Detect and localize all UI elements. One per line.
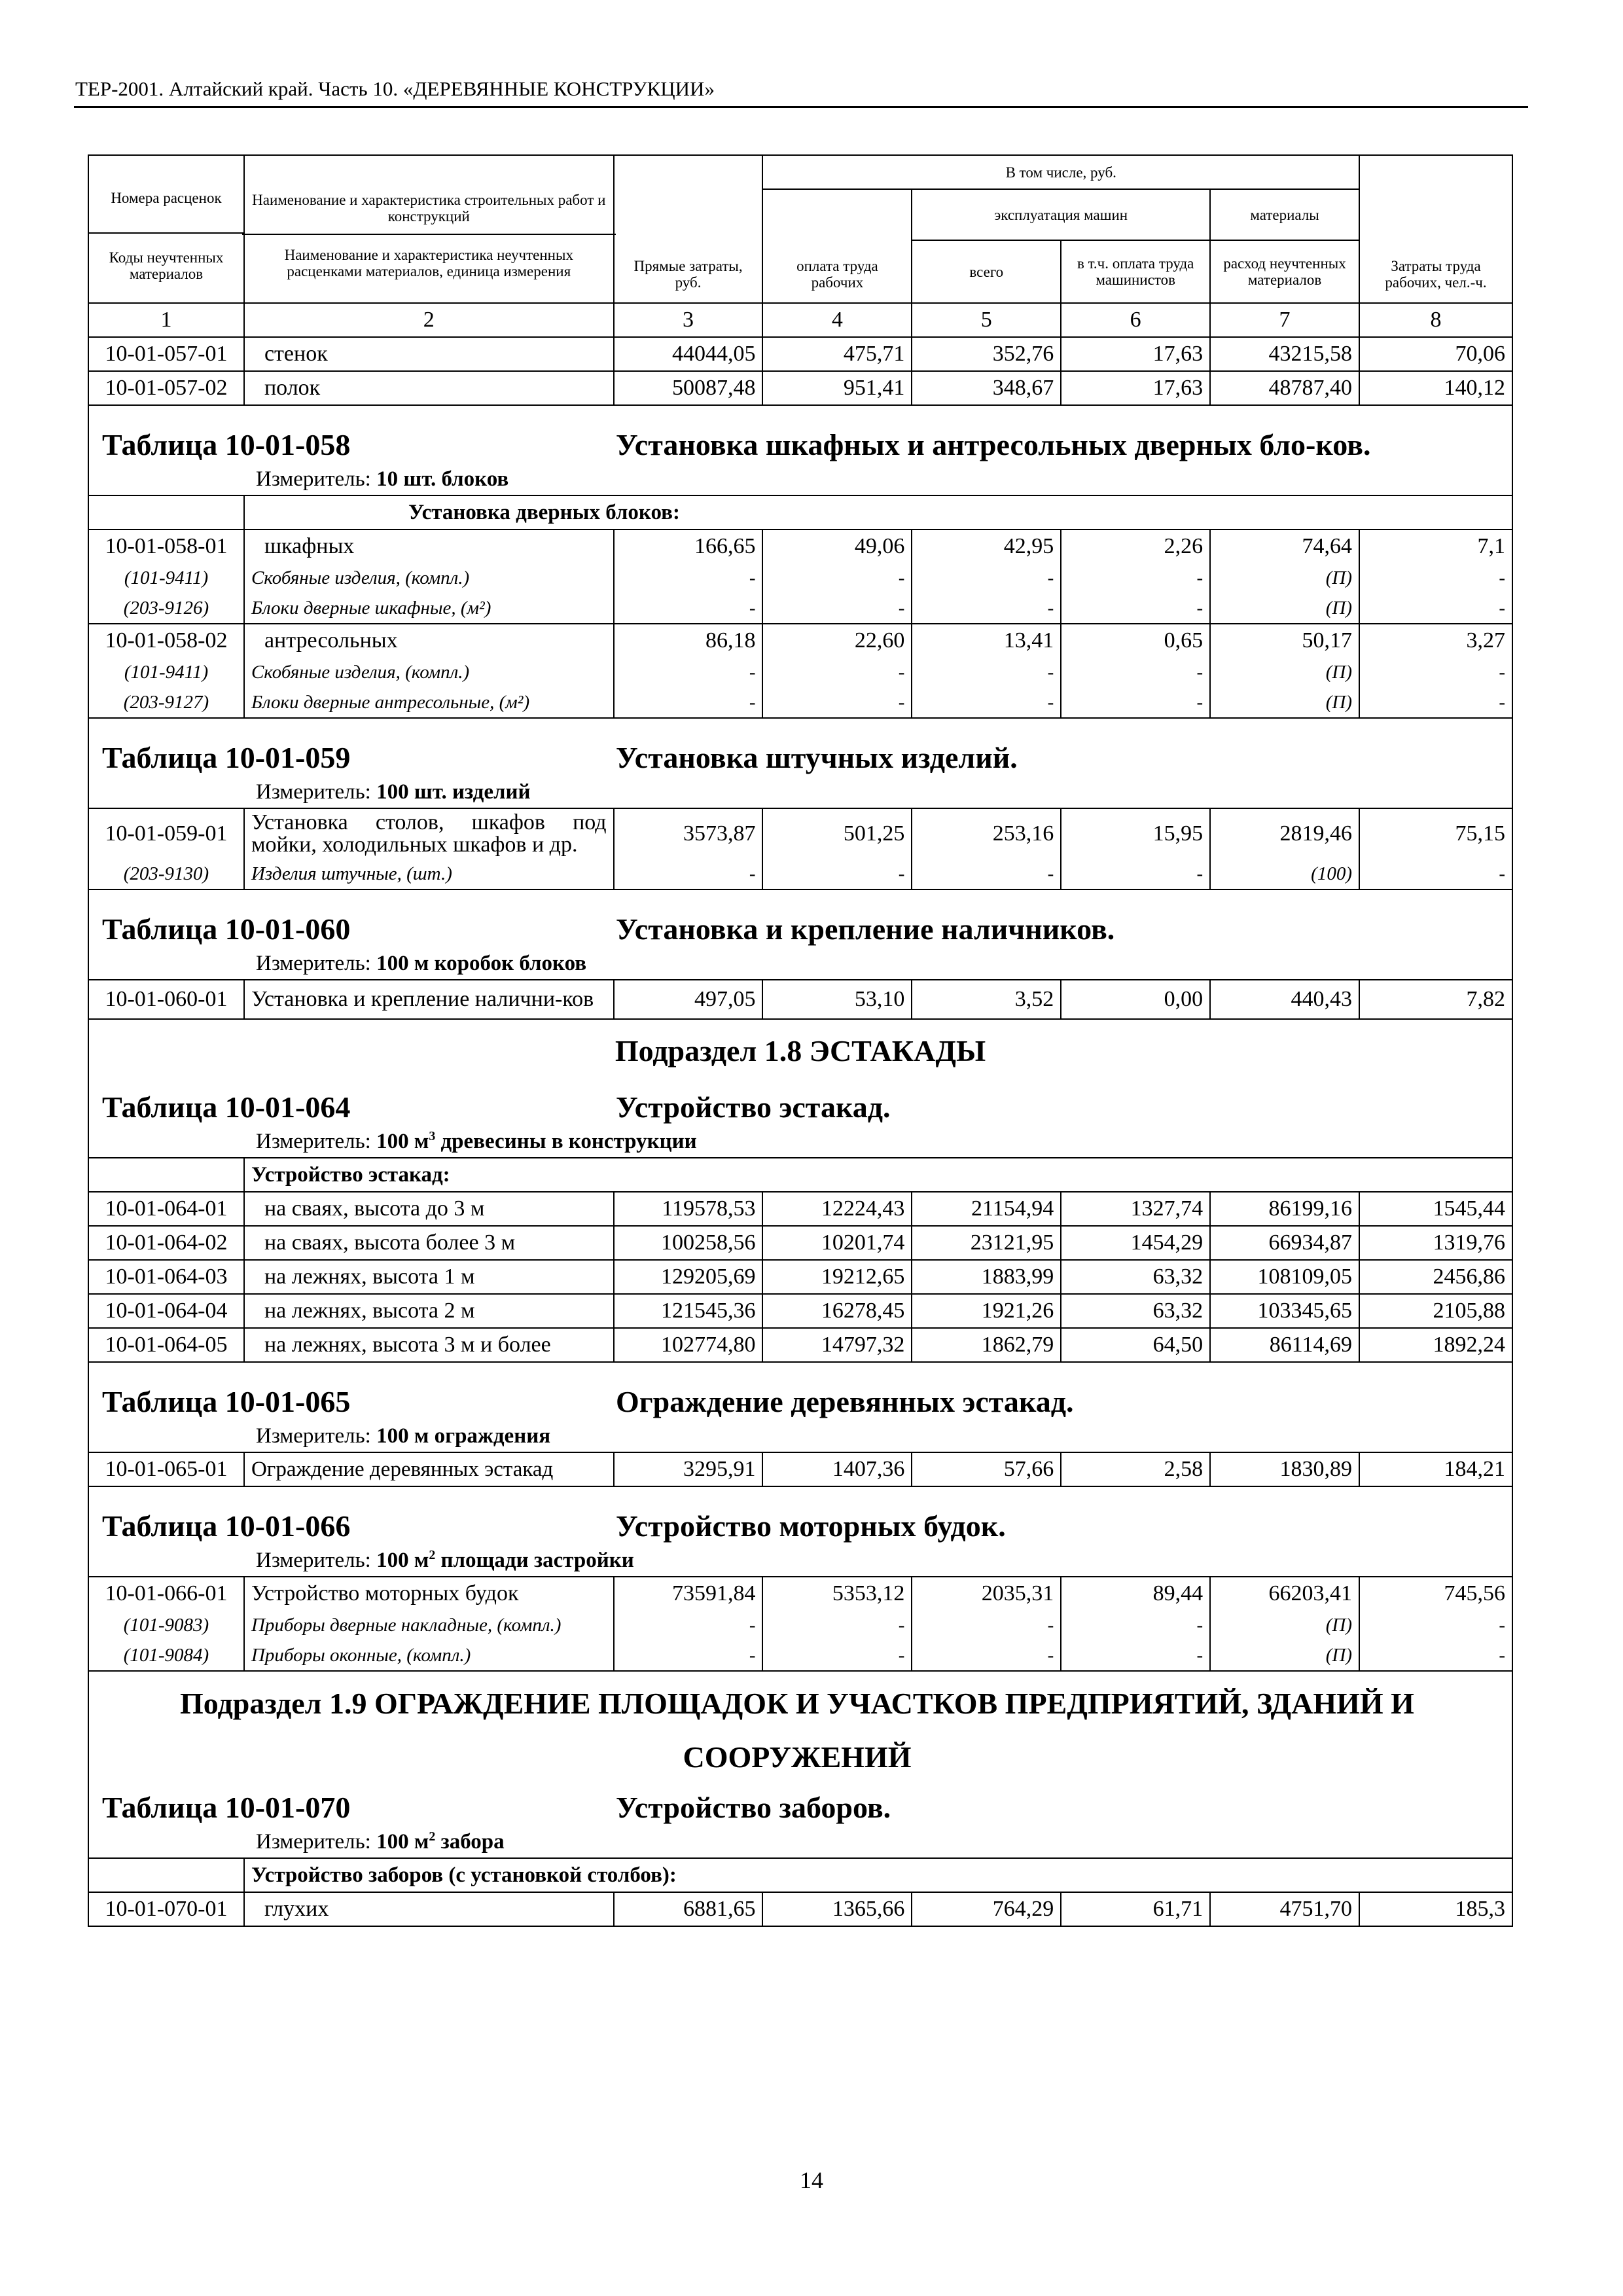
table-row	[88, 1892, 1512, 1926]
table-cell: 63,32	[1061, 1260, 1210, 1294]
table-row	[88, 529, 1512, 563]
table-cell: 1545,44	[1359, 1192, 1512, 1226]
table-cell	[88, 1158, 244, 1192]
table-row	[88, 1260, 1512, 1294]
table-desc: Устройство эстакад.	[616, 1090, 891, 1124]
th-mconsump: расход неучтенных материалов	[1210, 240, 1359, 303]
table-cell: -	[1061, 1610, 1210, 1640]
material-row	[88, 563, 1512, 593]
table-cell: -	[1359, 859, 1512, 889]
group-label: Устройство эстакад:	[244, 1158, 1512, 1192]
th-materials: материалы	[1210, 189, 1359, 240]
table-cell: -	[1061, 593, 1210, 624]
table-cell: 497,05	[614, 980, 763, 1019]
th-direct: Прямые затраты, руб.	[614, 155, 763, 303]
table-cell: на сваях, высота до 3 м	[244, 1192, 614, 1226]
table-cell: на сваях, высота более 3 м	[244, 1226, 614, 1260]
table-cell: -	[762, 593, 912, 624]
table-cell: -	[1061, 1640, 1210, 1671]
material-row	[88, 1610, 1512, 1640]
table-cell: 10-01-059-01	[88, 808, 244, 859]
th-mlabor: в т.ч. оплата труда машинистов	[1061, 240, 1210, 303]
table-cell: 140,12	[1359, 371, 1512, 405]
table-cell: 10-01-064-04	[88, 1294, 244, 1328]
table-cell: -	[762, 1610, 912, 1640]
table-cell: 49,06	[762, 529, 912, 563]
table-cell: Скобяные изделия, (компл.)	[244, 563, 614, 593]
table-cell: 2,58	[1061, 1452, 1210, 1486]
col-num: 3	[614, 303, 763, 337]
table-cell: -	[912, 593, 1061, 624]
header-rule	[74, 106, 1528, 108]
table-cell: 1862,79	[912, 1328, 1061, 1362]
table-cell: -	[1359, 657, 1512, 687]
table-desc: Устройство заборов.	[616, 1791, 891, 1824]
measure: Измеритель: 100 м ограждения	[256, 1424, 551, 1448]
table-row	[88, 808, 1512, 859]
measure: Измеритель: 100 $м^3$ древесины в конструкции	[256, 1129, 697, 1153]
table-cell: Блоки дверные шкафные, (м²)	[244, 593, 614, 624]
table-cell: 184,21	[1359, 1452, 1512, 1486]
table-cell: 745,56	[1359, 1577, 1512, 1610]
table-cell: 86199,16	[1210, 1192, 1359, 1226]
section-065	[88, 1362, 1512, 1452]
table-row	[88, 624, 1512, 657]
table-cell: шкафных	[244, 529, 614, 563]
table-row	[88, 1452, 1512, 1486]
table-cell: 10-01-060-01	[88, 980, 244, 1019]
table-cell: 15,95	[1061, 808, 1210, 859]
table-cell: 1365,66	[762, 1892, 912, 1926]
table-desc: Ограждение деревянных эстакад.	[616, 1385, 1074, 1418]
table-cell: Приборы оконные, (компл.)	[244, 1640, 614, 1671]
table-cell: 185,3	[1359, 1892, 1512, 1926]
table-cell: -	[912, 657, 1061, 687]
col-num: 4	[762, 303, 912, 337]
measure: Измеритель: 100 $м^2$ забора	[256, 1829, 505, 1854]
table-cell: 166,65	[614, 529, 763, 563]
table-title: Таблица 10-01-058	[102, 428, 351, 461]
table-cell: Устройство моторных будок	[244, 1577, 614, 1610]
table-cell: (П)	[1210, 1610, 1359, 1640]
subsection-title: Подраздел 1.9 ОГРАЖДЕНИЕ ПЛОЩАДОК И УЧАСТКОВ ПРЕДПРИЯТИЙ, ЗДАНИЙ И СООРУЖЕНИЙ	[180, 1687, 1414, 1774]
material-row	[88, 859, 1512, 889]
table-cell: 73591,84	[614, 1577, 763, 1610]
table-cell: -	[912, 859, 1061, 889]
measure: Измеритель: 100 шт. изделий	[256, 780, 531, 804]
table-cell: полок	[244, 371, 614, 405]
table-cell: (203-9130)	[88, 859, 244, 889]
col-num: 1	[88, 303, 244, 337]
table-cell: антресольных	[244, 624, 614, 657]
table-cell: 475,71	[762, 337, 912, 371]
table-cell: 3,52	[912, 980, 1061, 1019]
measure: Измеритель: 100 м коробок блоков	[256, 952, 587, 975]
table-cell: -	[762, 1640, 912, 1671]
section-070	[88, 1671, 1512, 1858]
table-cell: на лежнях, высота 3 м и более	[244, 1328, 614, 1362]
table-cell: -	[762, 563, 912, 593]
section-066	[88, 1486, 1512, 1577]
table-cell: на лежнях, высота 2 м	[244, 1294, 614, 1328]
table-cell	[88, 495, 244, 529]
table-title: Таблица 10-01-066	[102, 1509, 351, 1543]
table-desc: Установка и крепление наличников.	[616, 912, 1115, 946]
table-cell: 14797,32	[762, 1328, 912, 1362]
table-cell: 44044,05	[614, 337, 763, 371]
table-cell: 66934,87	[1210, 1226, 1359, 1260]
table-cell	[244, 155, 614, 303]
table-cell: Скобяные изделия, (компл.)	[244, 657, 614, 687]
table-cell: -	[614, 657, 763, 687]
table-cell: 108109,05	[1210, 1260, 1359, 1294]
table-cell: 440,43	[1210, 980, 1359, 1019]
table-cell: (203-9127)	[88, 687, 244, 718]
table-cell: -	[762, 657, 912, 687]
table-cell: 10-01-065-01	[88, 1452, 244, 1486]
table-cell: глухих	[244, 1892, 614, 1926]
table-cell: (101-9411)	[88, 657, 244, 687]
table-cell: 100258,56	[614, 1226, 763, 1260]
table-cell: 5353,12	[762, 1577, 912, 1610]
table-cell: 10-01-058-02	[88, 624, 244, 657]
table-cell: 121545,36	[614, 1294, 763, 1328]
table-cell: (П)	[1210, 593, 1359, 624]
col-num: 7	[1210, 303, 1359, 337]
table-row	[88, 1294, 1512, 1328]
table-cell: -	[912, 1640, 1061, 1671]
table-cell: 43215,58	[1210, 337, 1359, 371]
section-058	[88, 405, 1512, 495]
table-title: Таблица 10-01-070	[102, 1791, 351, 1824]
table-cell: 0,00	[1061, 980, 1210, 1019]
table-desc: Установка штучных изделий.	[616, 741, 1018, 774]
table-cell: 50087,48	[614, 371, 763, 405]
th-incl: В том числе, руб.	[762, 155, 1359, 189]
table-cell: 10-01-064-02	[88, 1226, 244, 1260]
table-cell: (100)	[1210, 859, 1359, 889]
table-cell: 4751,70	[1210, 1892, 1359, 1926]
table-cell: 57,66	[912, 1452, 1061, 1486]
table-cell: 1319,76	[1359, 1226, 1512, 1260]
table-cell: -	[614, 687, 763, 718]
th-labor: оплата труда рабочих	[762, 189, 912, 303]
table-cell: 1407,36	[762, 1452, 912, 1486]
table-cell: -	[912, 687, 1061, 718]
table-cell: 6881,65	[614, 1892, 763, 1926]
table-cell: 53,10	[762, 980, 912, 1019]
table-cell: 16278,45	[762, 1294, 912, 1328]
table-cell: (203-9126)	[88, 593, 244, 624]
table-cell: 70,06	[1359, 337, 1512, 371]
table-cell: -	[912, 563, 1061, 593]
table-cell: 253,16	[912, 808, 1061, 859]
table-cell: 17,63	[1061, 371, 1210, 405]
table-cell: 23121,95	[912, 1226, 1061, 1260]
table-cell: 352,76	[912, 337, 1061, 371]
group-label: Установка дверных блоков:	[244, 495, 1512, 529]
table-cell: 764,29	[912, 1892, 1061, 1926]
table-cell: 89,44	[1061, 1577, 1210, 1610]
col-num: 8	[1359, 303, 1512, 337]
table-row	[88, 1577, 1512, 1610]
col-num: 6	[1061, 303, 1210, 337]
table-cell: -	[1061, 657, 1210, 687]
col-num: 5	[912, 303, 1061, 337]
table-cell: -	[1359, 1610, 1512, 1640]
table-title: Таблица 10-01-065	[102, 1385, 351, 1418]
table-cell: 1892,24	[1359, 1328, 1512, 1362]
table-cell: 2,26	[1061, 529, 1210, 563]
table-cell: -	[1359, 687, 1512, 718]
table-cell: -	[1359, 593, 1512, 624]
table-cell: 129205,69	[614, 1260, 763, 1294]
table-cell: 119578,53	[614, 1192, 763, 1226]
table-cell: 7,1	[1359, 529, 1512, 563]
table-row	[88, 337, 1512, 371]
table-cell: Приборы дверные накладные, (компл.)	[244, 1610, 614, 1640]
table-cell: 3,27	[1359, 624, 1512, 657]
table-cell: 75,15	[1359, 808, 1512, 859]
table-cell: 63,32	[1061, 1294, 1210, 1328]
table-cell: (101-9411)	[88, 563, 244, 593]
th-codes: Номера расценок	[111, 189, 222, 206]
table-cell: -	[1061, 859, 1210, 889]
section-064	[88, 1019, 1512, 1158]
table-title: Таблица 10-01-059	[102, 741, 351, 774]
table-cell: 7,82	[1359, 980, 1512, 1019]
table-cell: 348,67	[912, 371, 1061, 405]
table-cell: Блоки дверные антресольные, (м²)	[244, 687, 614, 718]
table-cell: -	[614, 563, 763, 593]
table-row	[88, 1328, 1512, 1362]
table-cell: 61,71	[1061, 1892, 1210, 1926]
table-cell: 10-01-057-01	[88, 337, 244, 371]
table-cell: 12224,43	[762, 1192, 912, 1226]
table-cell: 42,95	[912, 529, 1061, 563]
table-cell: 1454,29	[1061, 1226, 1210, 1260]
section-060	[88, 889, 1512, 980]
th-name: Наименование и характеристика строительных работ и конструкций	[252, 192, 606, 224]
table-cell: -	[1359, 1640, 1512, 1671]
table-cell: 13,41	[912, 624, 1061, 657]
table-cell: Изделия штучные, (шт.)	[244, 859, 614, 889]
table-cell: 3573,87	[614, 808, 763, 859]
table-cell: 10-01-070-01	[88, 1892, 244, 1926]
table-cell: 0,65	[1061, 624, 1210, 657]
rates-table	[88, 154, 1513, 1927]
table-cell: 10-01-066-01	[88, 1577, 244, 1610]
table-cell: (101-9083)	[88, 1610, 244, 1640]
table-cell: -	[1359, 563, 1512, 593]
table-title: Таблица 10-01-064	[102, 1090, 351, 1124]
table-cell: -	[614, 1610, 763, 1640]
table-cell: 2105,88	[1359, 1294, 1512, 1328]
table-cell: 1327,74	[1061, 1192, 1210, 1226]
table-cell	[88, 1858, 244, 1892]
table-cell: 66203,41	[1210, 1577, 1359, 1610]
table-cell: 10-01-064-01	[88, 1192, 244, 1226]
material-row	[88, 593, 1512, 624]
table-title: Таблица 10-01-060	[102, 912, 351, 946]
table-cell: 50,17	[1210, 624, 1359, 657]
table-cell: на лежнях, высота 1 м	[244, 1260, 614, 1294]
table-cell: 951,41	[762, 371, 912, 405]
th-codes2: Коды неучтенных материалов	[109, 249, 224, 282]
table-row	[88, 1192, 1512, 1226]
table-cell: Ограждение деревянных эстакад	[244, 1452, 614, 1486]
material-row	[88, 687, 1512, 718]
table-cell: 2819,46	[1210, 808, 1359, 859]
table-cell: 19212,65	[762, 1260, 912, 1294]
table-row	[88, 1226, 1512, 1260]
col-num: 2	[244, 303, 614, 337]
page-header: ТЕР-2001. Алтайский край. Часть 10. «ДЕРЕВЯННЫЕ КОНСТРУКЦИИ»	[75, 77, 715, 100]
table-cell: -	[762, 687, 912, 718]
table-cell: (П)	[1210, 1640, 1359, 1671]
th-machines: эксплуатация машин	[912, 189, 1210, 240]
material-row	[88, 1640, 1512, 1671]
table-cell: 3295,91	[614, 1452, 763, 1486]
table-row	[88, 371, 1512, 405]
group-label: Устройство заборов (с установкой столбов):	[244, 1858, 1512, 1892]
measure: Измеритель: 10 шт. блоков	[256, 467, 509, 491]
table-cell: Установка столов, шкафов под мойки, холодильных шкафов и др.	[244, 808, 614, 859]
table-cell: (101-9084)	[88, 1640, 244, 1671]
table-cell: 103345,65	[1210, 1294, 1359, 1328]
table-cell: 86114,69	[1210, 1328, 1359, 1362]
table-cell: 22,60	[762, 624, 912, 657]
table-cell: 64,50	[1061, 1328, 1210, 1362]
section-059	[88, 718, 1512, 808]
table-cell: 10201,74	[762, 1226, 912, 1260]
table-cell: 10-01-057-02	[88, 371, 244, 405]
table-cell: 1921,26	[912, 1294, 1061, 1328]
table-cell: -	[912, 1610, 1061, 1640]
table-desc: Установка шкафных и антресольных дверных бло-ков.	[616, 428, 1371, 461]
table-cell: 48787,40	[1210, 371, 1359, 405]
table-cell: -	[614, 593, 763, 624]
table-desc: Устройство моторных будок.	[616, 1509, 1006, 1543]
table-cell: 21154,94	[912, 1192, 1061, 1226]
table-cell: 1830,89	[1210, 1452, 1359, 1486]
table-cell	[88, 155, 244, 303]
table-cell: стенок	[244, 337, 614, 371]
table-cell: -	[614, 859, 763, 889]
table-cell: -	[1061, 563, 1210, 593]
table-cell: Установка и крепление налични-ков	[244, 980, 614, 1019]
table-cell: 10-01-064-05	[88, 1328, 244, 1362]
table-cell: (П)	[1210, 657, 1359, 687]
table-cell: 102774,80	[614, 1328, 763, 1362]
table-cell: 86,18	[614, 624, 763, 657]
table-row	[88, 980, 1512, 1019]
page-number: 14	[800, 2167, 823, 2193]
th-name2: Наименование и характеристика неучтенных расценками материалов, единица измерения	[284, 247, 573, 279]
table-cell: -	[762, 859, 912, 889]
subsection-title: Подраздел 1.8 ЭСТАКАДЫ	[615, 1034, 986, 1067]
table-cell: 10-01-058-01	[88, 529, 244, 563]
table-cell: 2035,31	[912, 1577, 1061, 1610]
measure: Измеритель: 100 $м^2$ площади застройки	[256, 1548, 634, 1572]
table-cell: 17,63	[1061, 337, 1210, 371]
table-cell: 501,25	[762, 808, 912, 859]
table-cell: -	[614, 1640, 763, 1671]
table-cell: 10-01-064-03	[88, 1260, 244, 1294]
th-laborcost: Затраты труда рабочих, чел.-ч.	[1359, 155, 1512, 303]
table-cell: 74,64	[1210, 529, 1359, 563]
table-cell: (П)	[1210, 563, 1359, 593]
table-cell: -	[1061, 687, 1210, 718]
th-mtotal: всего	[912, 240, 1061, 303]
table-cell: (П)	[1210, 687, 1359, 718]
table-cell: 2456,86	[1359, 1260, 1512, 1294]
table-cell: 1883,99	[912, 1260, 1061, 1294]
material-row	[88, 657, 1512, 687]
